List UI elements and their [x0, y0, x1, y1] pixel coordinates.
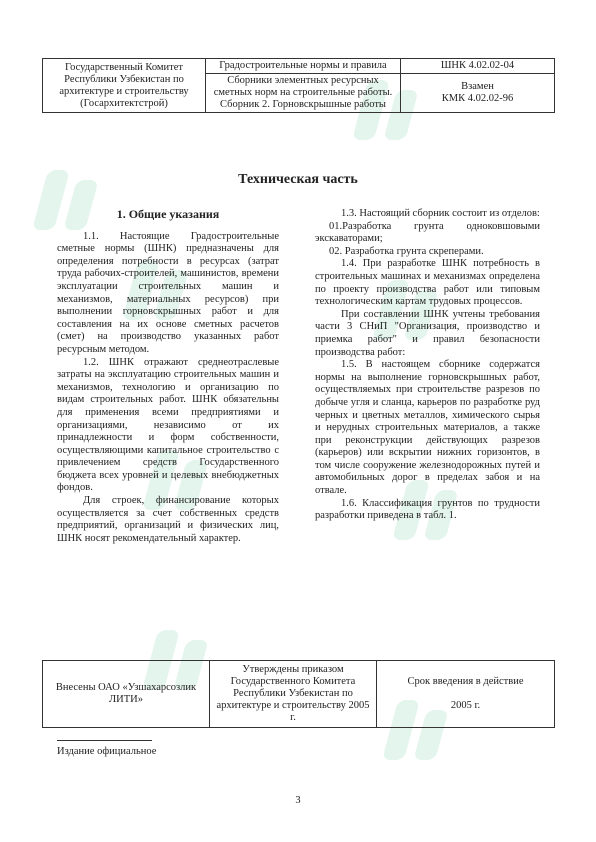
norms-title-cell: Градостроительные нормы и правила — [206, 59, 401, 74]
paragraph: 1.5. В настоящем сборнике содержатся нормы на выполнение горновскрышных работ, осуществляемых при строительстве разрезов по добыче угля и сланца, карьеров по разработке руд черных и цветных металлов, химического сырья и нерудных строительных материалов, а также при реконструкции действующих разрезов (карьеров) или вскрытии нижних горизонтов, в том числе сооружение железнодорожных путей и автомобильных дорог в пределах забоя и на отвале. — [315, 359, 540, 497]
paragraph: 1.2. ШНК отражают среднеотраслевые затраты на эксплуатацию строительных машин и механизмов, технологию и организацию по видам строительных работ. ШНК обязательны для применения всеми предприятиями и организациями, независимо от их принадлежности и форм собственности, осуществляющими капитальное строительство с привлечением средств Государственного бюджета всех уровней и целевых внебюджетных фондов. — [57, 356, 279, 494]
paragraph: Для строек, финансирование которых осуществляется за счет собственных средств предприятий, организаций и физических лиц, ШНК носят рекомендательный характер. — [57, 495, 279, 544]
list-item: 02. Разработка грунта скреперами. — [329, 245, 484, 257]
list-item: 01.Разработка грунта одноковшовыми экскаваторами; — [315, 220, 540, 245]
introduced-cell: Внесены ОАО «Узшахарсозлик ЛИТИ» — [43, 661, 210, 728]
section-heading: 1. Общие указания — [116, 207, 220, 221]
collection-cell: Сборники элементных ресурсных сметных норм на строительные работы. Сборник 2. Горновскрышные работы — [206, 74, 401, 113]
left-column — [57, 208, 279, 545]
effective-cell — [377, 661, 555, 728]
effective-year: 2005 г. — [450, 700, 481, 711]
paragraph: При составлении ШНК учтены требования части 3 СНиП "Организация, производство и приемка работ" и правил безопасности производства работ: — [315, 308, 540, 358]
agency-cell: Государственный Комитет Республики Узбекистан по архитектуре и строительству (Госархитектстрой) — [43, 59, 206, 113]
paragraph: 1.6. Классификация грунтов по трудности разработки приведена в табл. 1. — [315, 497, 540, 522]
replaces-cell — [401, 74, 555, 113]
code-cell: ШНК 4.02.02-04 — [401, 59, 555, 74]
paragraph: 1.1. Настоящие Градостроительные сметные нормы (ШНК) предназначены для определения потребности в ресурсах (затрат труда рабочих-строителей, машинистов, времени эксплуатации строительных машин и механизмов, материальных ресурсов) при выполнении горновскрышных работ и для составления на их основе сметных расчетов (смет) на производство указанных работ ресурсным методом. — [57, 230, 279, 355]
footer-table — [42, 660, 555, 728]
right-column — [315, 208, 540, 523]
divider — [57, 740, 152, 741]
replaces-label: Взамен — [461, 81, 494, 92]
effective-label: Срок введения в действие — [407, 676, 524, 687]
paragraph: 1.4. При разработке ШНК потребность в строительных машинах и механизмах определена по проекту производства работ или типовым технологическим картам трудовых процессов. — [315, 258, 540, 308]
page-title: Техническая часть — [238, 172, 358, 187]
replaces-code: КМК 4.02.02-96 — [441, 93, 514, 104]
paragraph: 1.3. Настоящий сборник состоит из отделов: — [341, 208, 540, 219]
edition-note: Издание официальное — [57, 746, 157, 757]
page-number: 3 — [295, 795, 301, 806]
approved-cell: Утверждены приказом Государственного Комитета Республики Узбекистан по архитектуре и строительству 2005 г. — [210, 661, 377, 728]
header-table — [42, 58, 555, 113]
